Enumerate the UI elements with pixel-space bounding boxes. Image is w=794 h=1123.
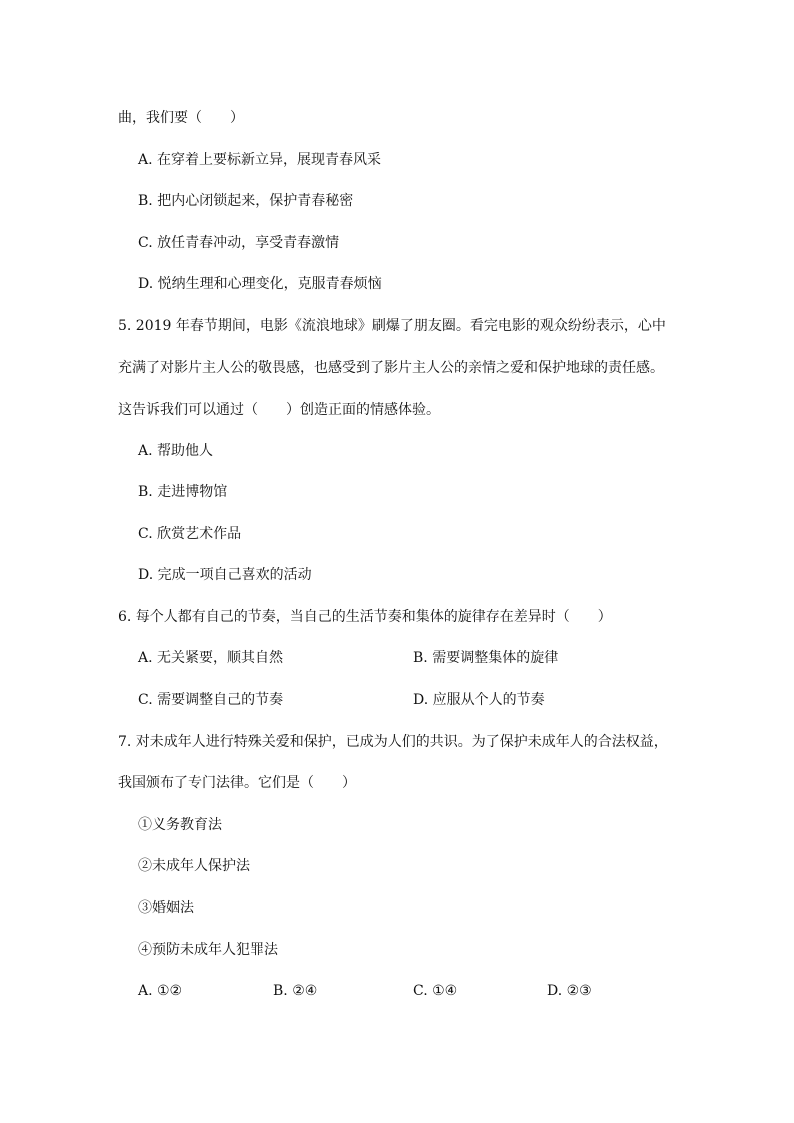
q7-option-d: D. ②③ [547, 983, 592, 999]
q7-item-4: ④预防未成年人犯罪法 [138, 942, 278, 958]
q7-item-3: ③婚姻法 [138, 900, 194, 916]
q6-stem: 6. 每个人都有自己的节奏，当自己的生活节奏和集体的旋律存在差异时（ ） [118, 609, 612, 625]
q7-stem-line-2: 我国颁布了专门法律。它们是（ ） [118, 775, 356, 791]
q6-option-c: C. 需要调整自己的节奏 [138, 692, 284, 708]
q4-option-c: C. 放任青春冲动，享受青春激情 [138, 235, 340, 251]
q4-option-b: B. 把内心闭锁起来，保护青春秘密 [138, 193, 354, 209]
q6-option-a: A. 无关紧要，顺其自然 [138, 650, 284, 666]
q5-stem-line-1: 5. 2019 年春节期间，电影《流浪地球》刷爆了朋友圈。看完电影的观众纷纷表示，心中 [118, 318, 666, 334]
q5-option-d: D. 完成一项自己喜欢的活动 [138, 567, 312, 583]
q7-option-b: B. ②④ [273, 983, 318, 999]
q7-option-c: C. ①④ [413, 983, 458, 999]
q5-stem-line-2: 充满了对影片主人公的敬畏感，也感受到了影片主人公的亲情之爱和保护地球的责任感。 [118, 360, 664, 376]
q7-option-a: A. ①② [138, 983, 183, 999]
q6-option-b: B. 需要调整集体的旋律 [413, 650, 559, 666]
q4-stem-tail: 曲，我们要（ ） [118, 110, 244, 126]
q5-option-a: A. 帮助他人 [138, 443, 214, 459]
q5-option-b: B. 走进博物馆 [138, 484, 228, 500]
q4-option-a: A. 在穿着上要标新立异，展现青春风采 [138, 152, 382, 168]
q5-stem-line-3: 这告诉我们可以通过（ ）创造正面的情感体验。 [118, 402, 440, 418]
q7-item-1: ①义务教育法 [138, 817, 222, 833]
q5-option-c: C. 欣赏艺术作品 [138, 526, 242, 542]
q6-option-d: D. 应服从个人的节奏 [413, 692, 545, 708]
q7-item-2: ②未成年人保护法 [138, 858, 250, 874]
q7-stem-line-1: 7. 对未成年人进行特殊关爱和保护，已成为人们的共识。为了保护未成年人的合法权益， [118, 734, 668, 750]
q4-option-d: D. 悦纳生理和心理变化，克服青春烦恼 [138, 276, 382, 292]
